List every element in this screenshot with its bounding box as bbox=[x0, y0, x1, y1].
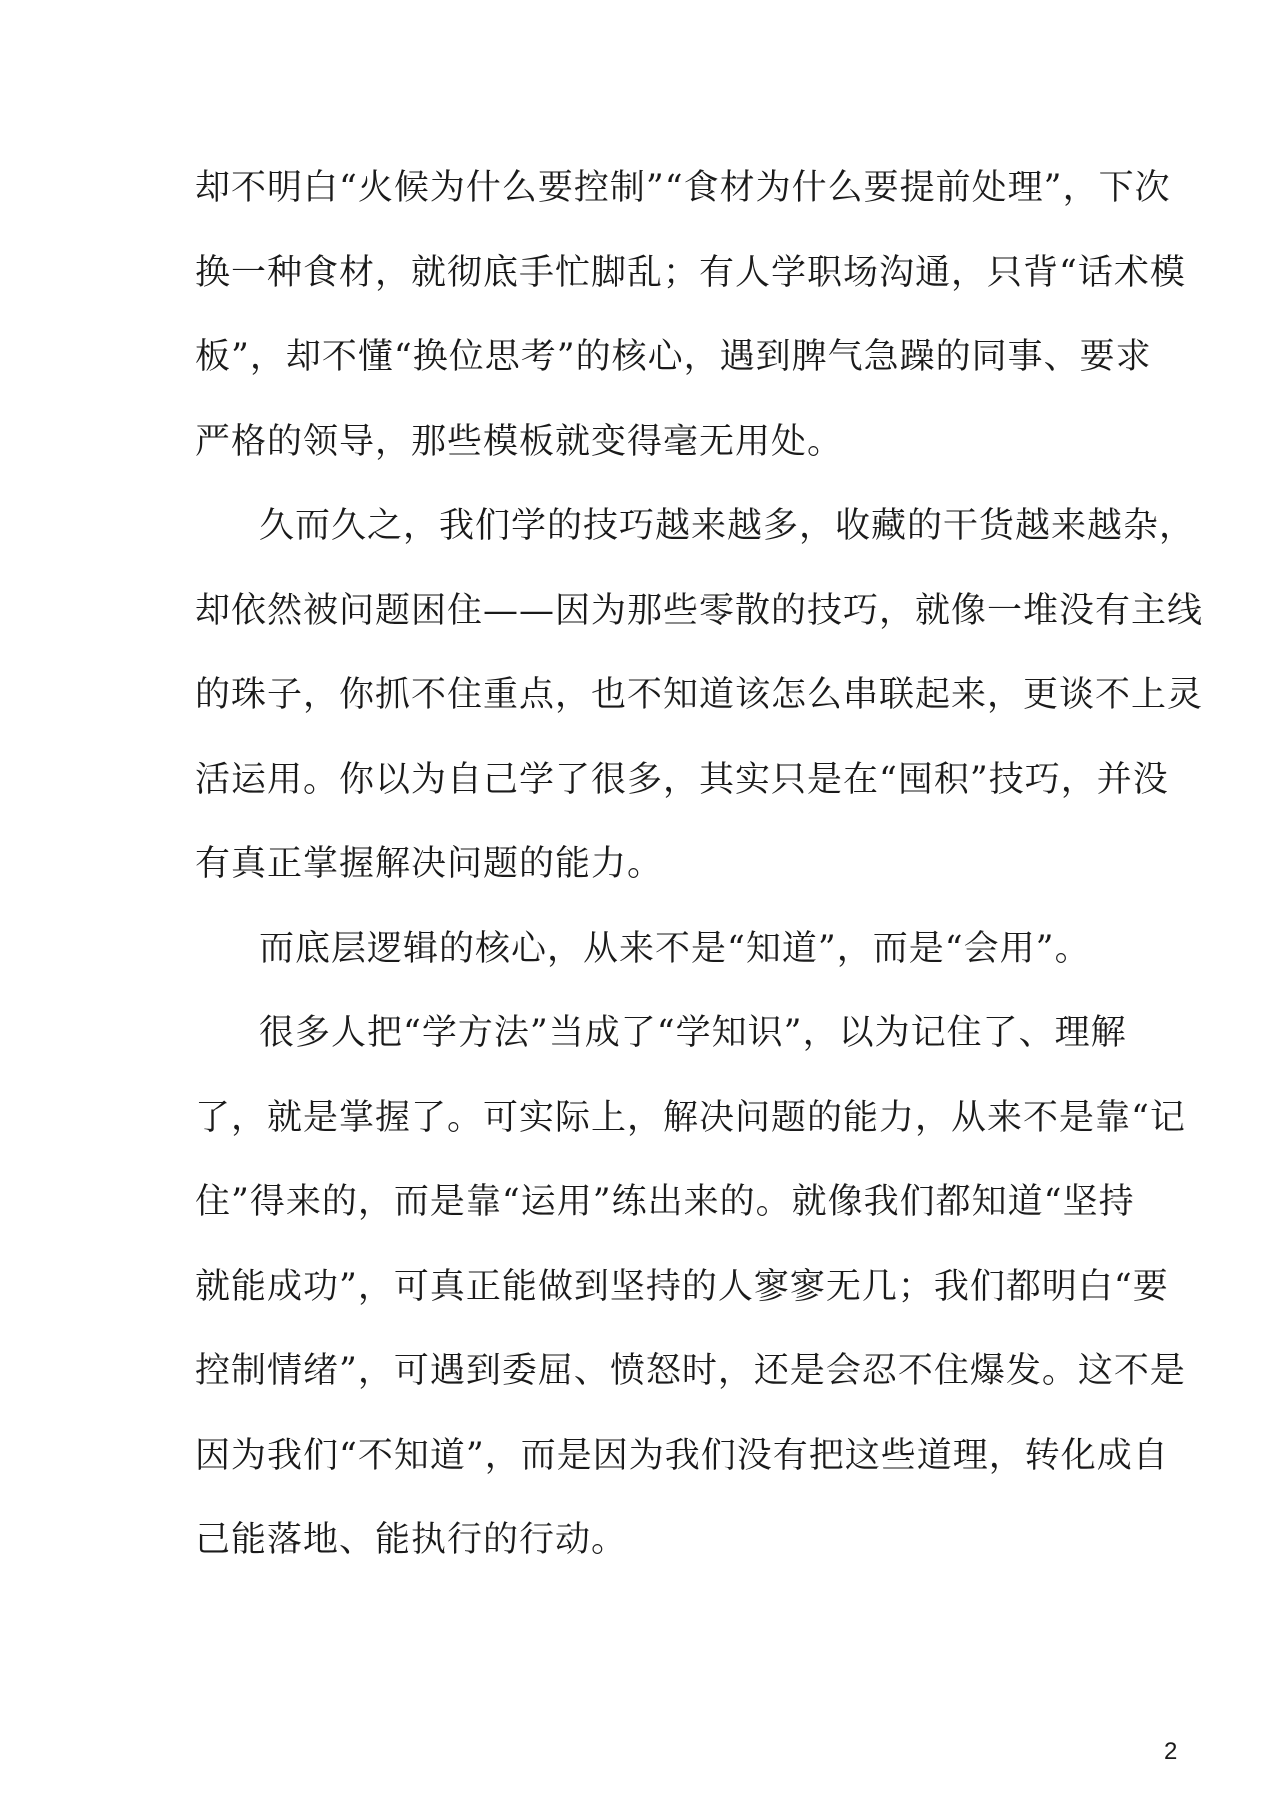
page-number: 2 bbox=[1164, 1738, 1178, 1765]
body-text bbox=[195, 168, 1204, 1605]
text-line: 很多人把“学方法”当成了“学知识”，以为记住了、理解 bbox=[259, 1013, 1127, 1053]
text-line: 了，就是掌握了。可实际上，解决问题的能力，从来不是靠“记 bbox=[195, 1097, 1186, 1138]
text-line: 就能成功”，可真正能做到坚持的人寥寥无几；我们都明白“要 bbox=[195, 1266, 1169, 1307]
text-line: 控制情绪”，可遇到委屈、愤怒时，还是会忍不住爆发。这不是 bbox=[195, 1351, 1186, 1391]
text-line: 严格的领导，那些模板就变得毫无用处。 bbox=[195, 421, 844, 462]
text-line: 活运用。你以为自己学了很多，其实只是在“囤积”技巧，并没 bbox=[195, 759, 1169, 800]
text-line: 久而久之，我们学的技巧越来越多，收藏的干货越来越杂， bbox=[259, 506, 1196, 546]
text-line: 板”，却不懂“换位思考”的核心，遇到脾气急躁的同事、要求 bbox=[195, 337, 1152, 377]
text-line: 因为我们“不知道”，而是因为我们没有把这些道理，转化成自 bbox=[195, 1435, 1169, 1476]
text-line: 换一种食材，就彻底手忙脚乱；有人学职场沟通，只背“话术模 bbox=[195, 252, 1186, 293]
text-line: 而底层逻辑的核心，从来不是“知道”，而是“会用”。 bbox=[259, 928, 1091, 969]
text-line: 有真正掌握解决问题的能力。 bbox=[195, 844, 664, 884]
text-line: 住”得来的，而是靠“运用”练出来的。就像我们都知道“坚持 bbox=[195, 1182, 1135, 1222]
text-line: 却依然被问题困住——因为那些零散的技巧，就像一堆没有主线 bbox=[195, 590, 1204, 631]
text-line: 己能落地、能执行的行动。 bbox=[195, 1520, 628, 1560]
text-line: 的珠子，你抓不住重点，也不知道该怎么串联起来，更谈不上灵 bbox=[195, 675, 1204, 715]
text-line: 却不明白“火候为什么要控制”“食材为什么要提前处理”，下次 bbox=[195, 168, 1171, 208]
